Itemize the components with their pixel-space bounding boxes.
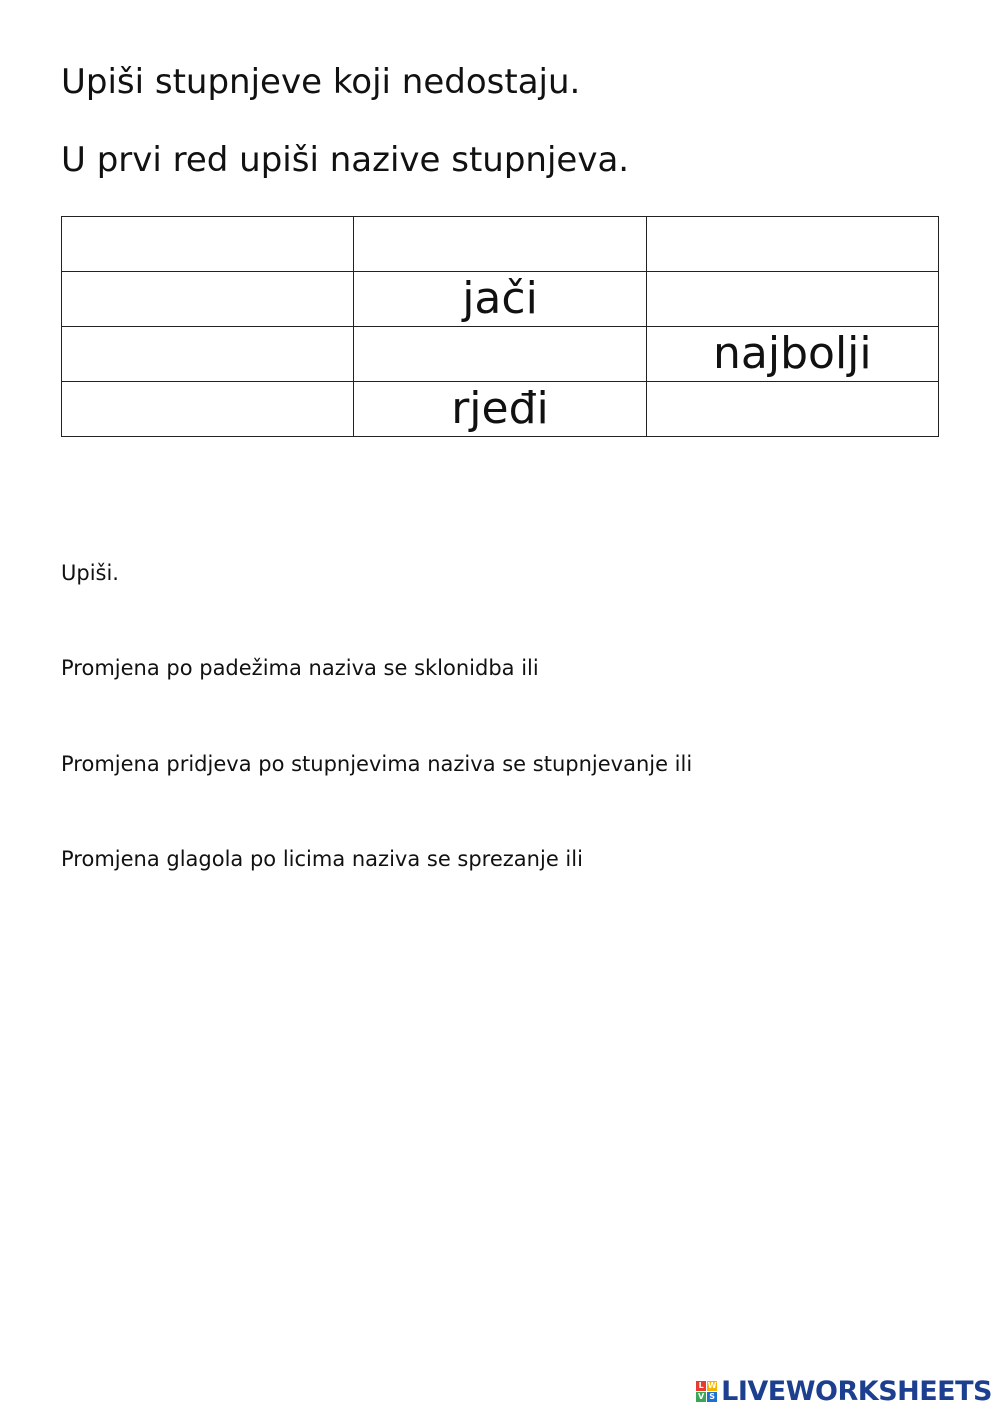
logo-mark-icon [696, 1381, 717, 1402]
instruction-heading-2: U prvi red upiši nazive stupnjeva. [61, 140, 630, 180]
exercise-title: Upiši. [61, 561, 119, 585]
table-row [62, 272, 939, 327]
table-cell: rjeđi [354, 382, 646, 437]
logo-mark-tile: L [696, 1381, 706, 1391]
table-cell[interactable] [354, 327, 646, 382]
exercise-sentence-1: Promjena po padežima naziva se sklonidba ili [61, 656, 539, 680]
table-cell[interactable] [646, 382, 938, 437]
table-row [62, 382, 939, 437]
table-cell[interactable] [354, 217, 646, 272]
table-cell[interactable] [62, 217, 354, 272]
degrees-table [61, 216, 939, 437]
table-cell[interactable] [646, 217, 938, 272]
table-cell[interactable] [646, 272, 938, 327]
logo-mark-tile: V [698, 1392, 705, 1401]
table-row [62, 327, 939, 382]
table-cell[interactable] [62, 382, 354, 437]
table-cell: jači [354, 272, 646, 327]
exercise-sentence-2: Promjena pridjeva po stupnjevima naziva se stupnjevanje ili [61, 752, 693, 776]
exercise-sentence-3: Promjena glagola po licima naziva se sprezanje ili [61, 847, 583, 871]
table-cell: najbolji [646, 327, 938, 382]
logo-text: LIVEWORKSHEETS [721, 1376, 992, 1407]
logo-mark-tile: S [707, 1392, 717, 1402]
table-cell[interactable] [62, 327, 354, 382]
logo-mark-tile: W [707, 1381, 717, 1390]
table-cell[interactable] [62, 272, 354, 327]
instruction-heading-1: Upiši stupnjeve koji nedostaju. [61, 62, 581, 102]
table-row [62, 217, 939, 272]
liveworksheets-logo [696, 1376, 992, 1407]
